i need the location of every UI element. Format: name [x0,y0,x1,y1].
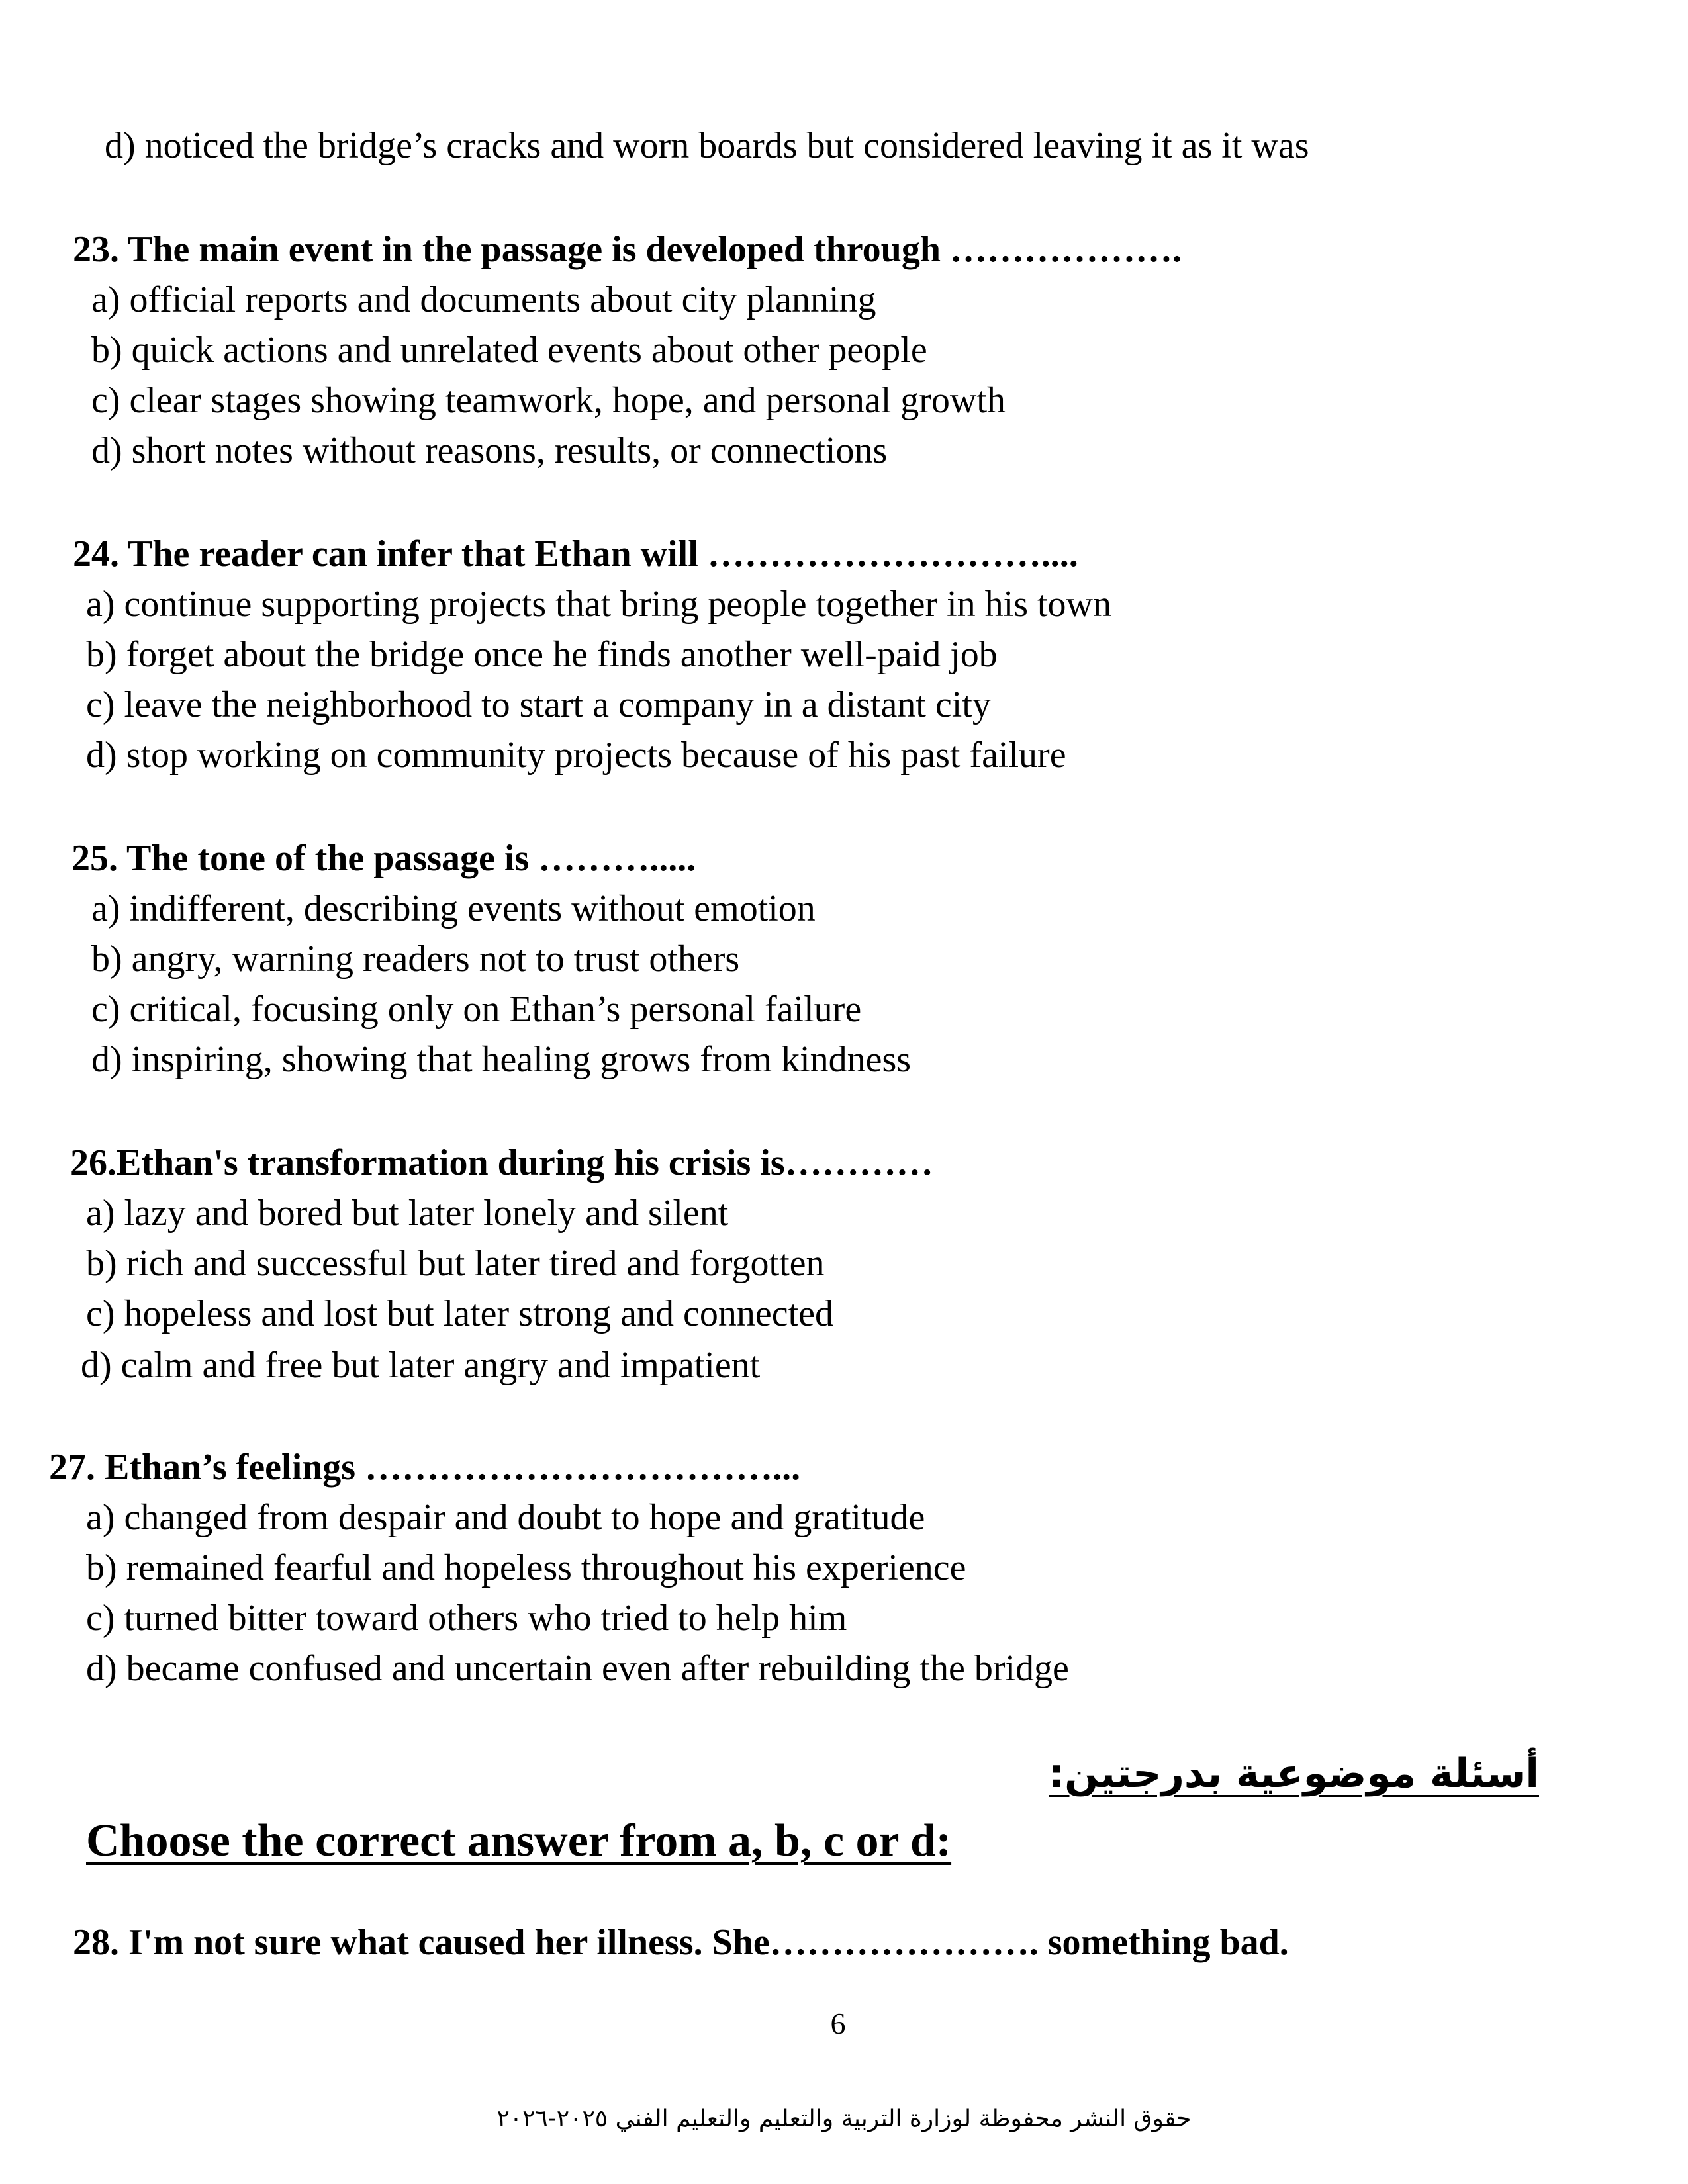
question-27-stem: 27. Ethan’s feelings ……………………………... [49,1447,801,1488]
section-instruction-heading: Choose the correct answer from a, b, c or d: [86,1815,952,1866]
question-26-option-a: a) lazy and bored but later lonely and silent [86,1193,729,1234]
page-number: 6 [830,2007,846,2040]
question-23-stem: 23. The main event in the passage is developed through ………………. [73,229,1182,270]
question-27-option-c: c) turned bitter toward others who tried to help him [86,1598,847,1639]
question-26-stem: 26.Ethan's transformation during his crisis is………… [70,1142,933,1183]
question-28-stem: 28. I'm not sure what caused her illness. She…………………. something bad. [73,1922,1289,1963]
footer-copyright: حقوق النشر محفوظة لوزارة التربية والتعليم والتعليم الفني ٢٠٢٥-٢٠٢٦ [496,2105,1192,2132]
question-26-option-c: c) hopeless and lost but later strong and connected [86,1293,833,1334]
question-27-option-b: b) remained fearful and hopeless throughout his experience [86,1547,966,1588]
question-27-option-d: d) became confused and uncertain even after rebuilding the bridge [86,1648,1069,1689]
question-23-option-c: c) clear stages showing teamwork, hope, and personal growth [91,380,1006,421]
question-24-option-a: a) continue supporting projects that bring people together in his town [86,584,1111,625]
question-25-option-b: b) angry, warning readers not to trust others [91,938,740,979]
question-24-option-d: d) stop working on community projects because of his past failure [86,735,1066,776]
question-24-stem: 24. The reader can infer that Ethan will ……………………….... [73,533,1078,574]
question-23-option-d: d) short notes without reasons, results, or connections [91,430,888,471]
question-23-option-a: a) official reports and documents about city planning [91,279,876,320]
question-26-option-b: b) rich and successful but later tired and forgotten [86,1243,825,1284]
arabic-section-title: أسئلة موضوعية بدرجتين: [1049,1751,1539,1797]
question-25-option-d: d) inspiring, showing that healing grows from kindness [91,1039,912,1080]
question-26-option-d: d) calm and free but later angry and impatient [81,1345,761,1386]
question-23-option-b: b) quick actions and unrelated events about other people [91,330,927,371]
question-25-option-a: a) indifferent, describing events without emotion [91,888,816,929]
question-22-option-d: d) noticed the bridge’s cracks and worn boards but considered leaving it as it was [105,125,1309,166]
question-25-option-c: c) critical, focusing only on Ethan’s personal failure [91,989,862,1030]
question-25-stem: 25. The tone of the passage is ………..... [71,838,696,879]
question-27-option-a: a) changed from despair and doubt to hope and gratitude [86,1497,925,1538]
question-24-option-c: c) leave the neighborhood to start a company in a distant city [86,684,991,725]
question-24-option-b: b) forget about the bridge once he finds another well-paid job [86,634,998,675]
